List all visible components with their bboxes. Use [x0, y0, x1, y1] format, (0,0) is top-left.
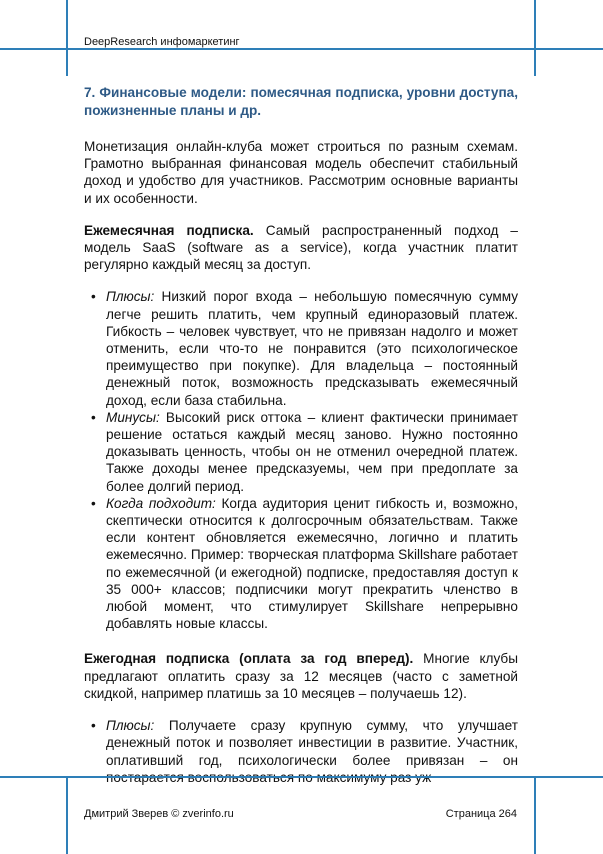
item-text: Низкий порог входа – небольшую помесячную сумму легче решить платить, чем крупный единоразовый платеж. Гибкость – человек чувствует, что не привязан надолго и может отменить, если что-то не понравится (это психологическое преимущество при покупке). Для владельца – постоянный денежный поток, возможность предсказывать ежемесячный доход, если база стабильна.: [106, 289, 518, 408]
item-text: Высокий риск оттока – клиент фактически принимает решение остаться каждый месяц заново. Нужно постоянно доказывать ценность, чтобы он не отменил очередной платеж. Также доходы менее предсказуемы, чем при предоплате за более долгий период.: [106, 409, 518, 494]
bullet-icon: •: [91, 409, 96, 425]
item-label: Когда подходит:: [106, 495, 216, 511]
item-text: Когда аудитория ценит гибкость и, возможно, скептически относится к долгосрочным обязательствам. Также если контент обновляется ежемесячно, логично и платить ежемесячно. Пример: творческая платформа Skillshare работает по ежемесячной (и ежегодной) подписке, предоставляя доступ к 35 000+ классов; подписчики могут прекратить членство в любой момент, что стимулирует Skillshare непрерывно добавлять новые классы.: [106, 495, 518, 632]
item-label: Плюсы:: [106, 289, 155, 305]
yearly-paragraph: [84, 650, 518, 702]
list-item: [84, 288, 518, 408]
list-item: [84, 409, 518, 495]
yearly-text: Многие клубы предлагают оплатить сразу за 12 месяцев (часто с заметной скидкой, например платишь за 10 месяцев – получаешь 12).: [84, 651, 518, 701]
footer-author: Дмитрий Зверев © zverinfo.ru: [84, 808, 234, 820]
monthly-list: [84, 288, 518, 632]
page-number: Страница 264: [445, 808, 517, 820]
page-content: [84, 84, 518, 786]
monthly-text: Самый распространенный подход – модель SaaS (software as a service), когда участник платит регулярно каждый месяц за доступ.: [84, 222, 518, 273]
header-rule-vertical-left: [66, 0, 68, 76]
section-heading: 7. Финансовые модели: помесячная подписка, уровни доступа, пожизненные планы и др.: [84, 85, 518, 118]
footer-rule-vertical-left: [66, 776, 68, 854]
bullet-icon: •: [91, 289, 96, 305]
header-title: DeepResearch инфомаркетинг: [84, 36, 240, 48]
item-label: Плюсы:: [106, 718, 155, 734]
list-item: [84, 495, 518, 633]
footer-rule-vertical-right: [534, 776, 536, 854]
monthly-paragraph: [84, 222, 518, 274]
header-rule-vertical-right: [534, 0, 536, 76]
intro-paragraph: Монетизация онлайн-клуба может строиться по разным схемам. Грамотно выбранная финансовая модель обеспечит стабильный доход и удобство для участников. Рассмотрим основные варианты и их особенности.: [84, 139, 518, 206]
bullet-icon: •: [91, 718, 96, 734]
bullet-icon: •: [91, 495, 96, 511]
yearly-title: Ежегодная подписка (оплата за год вперед).: [84, 651, 414, 667]
footer-rule-horizontal: [0, 776, 603, 778]
header-rule-horizontal: [0, 48, 603, 50]
item-text: Получаете сразу крупную сумму, что улучшает денежный поток и позволяет инвестиции в развитие. Участник, оплативший год, психологически более привязан – он: [106, 718, 518, 768]
item-label: Минусы:: [106, 409, 160, 425]
monthly-title: Ежемесячная подписка.: [84, 222, 254, 238]
